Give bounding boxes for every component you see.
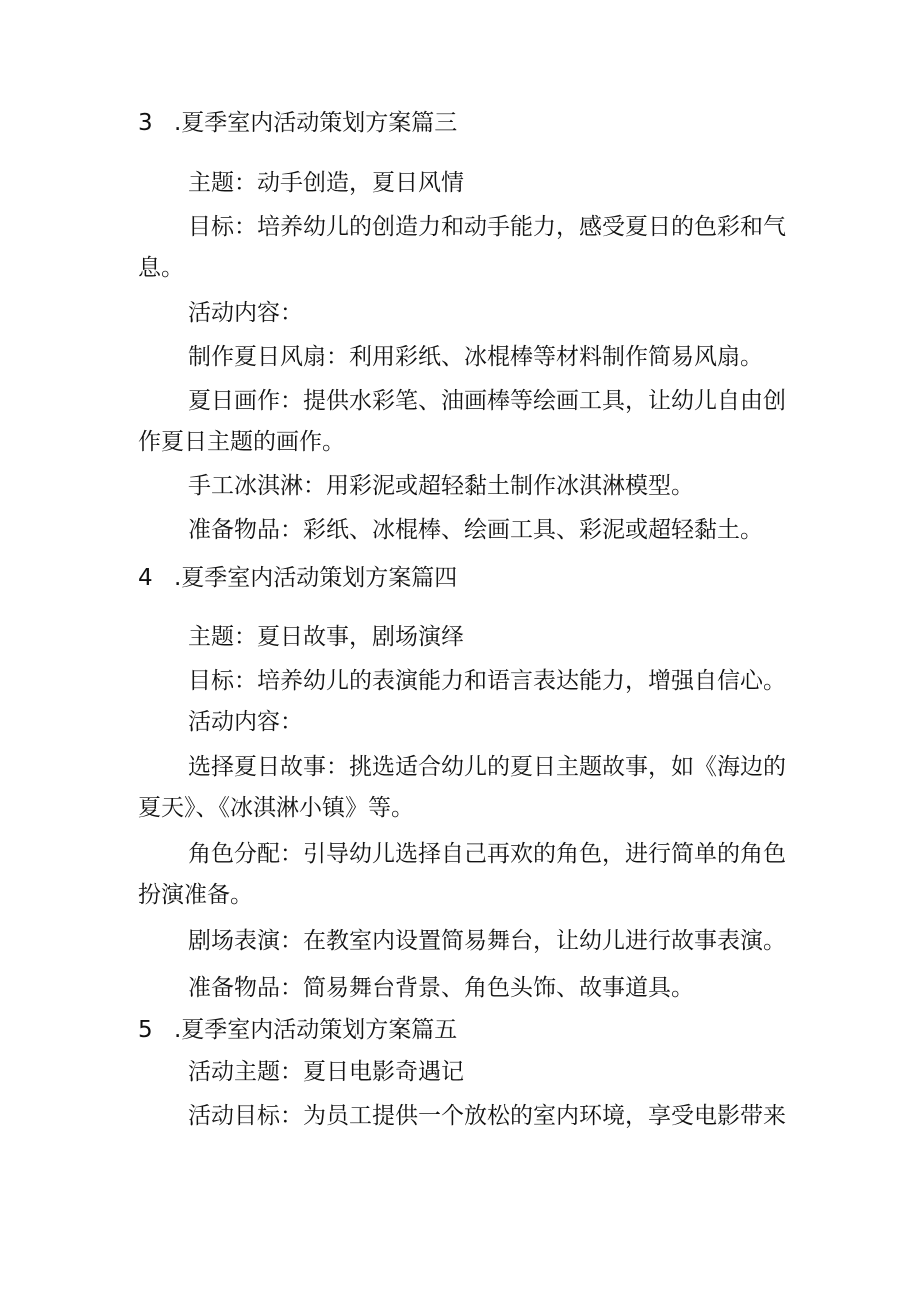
section-heading	[0, 563, 920, 593]
paragraph-line: 活动目标：为员工提供一个放松的室内环境，享受电影带来	[188, 1103, 786, 1129]
section-heading	[0, 1015, 920, 1045]
paragraph-line: 手工冰淇淋：用彩泥或超轻黏土制作冰淇淋模型。	[188, 473, 694, 499]
section-number: 3	[138, 110, 153, 136]
section-title: .夏季室内活动策划方案篇四	[174, 565, 458, 591]
paragraph-line: 角色分配：引导幼儿选择自己再欢的角色，进行简单的角色	[188, 841, 786, 867]
paragraph-line: 扮演准备。	[138, 882, 253, 908]
section-number: 5	[138, 1017, 153, 1043]
section-title: .夏季室内活动策划方案篇三	[174, 110, 458, 136]
section-number: 4	[138, 565, 153, 591]
paragraph-line: 制作夏日风扇：利用彩纸、冰棍棒等材料制作简易风扇。	[188, 344, 763, 370]
section-heading	[0, 108, 920, 138]
paragraph-line: 目标：培养幼儿的创造力和动手能力，感受夏日的色彩和气	[188, 214, 786, 240]
paragraph-line: 准备物品：简易舞台背景、角色头饰、故事道具。	[188, 975, 694, 1001]
paragraph-line: 活动内容：	[188, 300, 303, 326]
paragraph-line: 息。	[138, 255, 184, 281]
paragraph-line: 作夏日主题的画作。	[138, 429, 345, 455]
paragraph-line: 选择夏日故事：挑选适合幼儿的夏日主题故事，如《海边的	[188, 754, 786, 780]
section-title: .夏季室内活动策划方案篇五	[174, 1017, 458, 1043]
paragraph-line: 活动内容：	[188, 709, 303, 735]
paragraph-line: 目标：培养幼儿的表演能力和语言表达能力，增强自信心。	[188, 668, 786, 694]
paragraph-line: 剧场表演：在教室内设置简易舞台，让幼儿进行故事表演。	[188, 928, 786, 954]
paragraph-line: 主题：动手创造，夏日风情	[188, 170, 464, 196]
paragraph-line: 主题：夏日故事，剧场演绎	[188, 624, 464, 650]
paragraph-line: 夏天》、《冰淇淋小镇》等。	[138, 795, 414, 821]
paragraph-line: 活动主题：夏日电影奇遇记	[188, 1059, 464, 1085]
paragraph-line: 准备物品：彩纸、冰棍棒、绘画工具、彩泥或超轻黏土。	[188, 517, 763, 543]
paragraph-line: 夏日画作：提供水彩笔、油画棒等绘画工具，让幼儿自由创	[188, 388, 786, 414]
